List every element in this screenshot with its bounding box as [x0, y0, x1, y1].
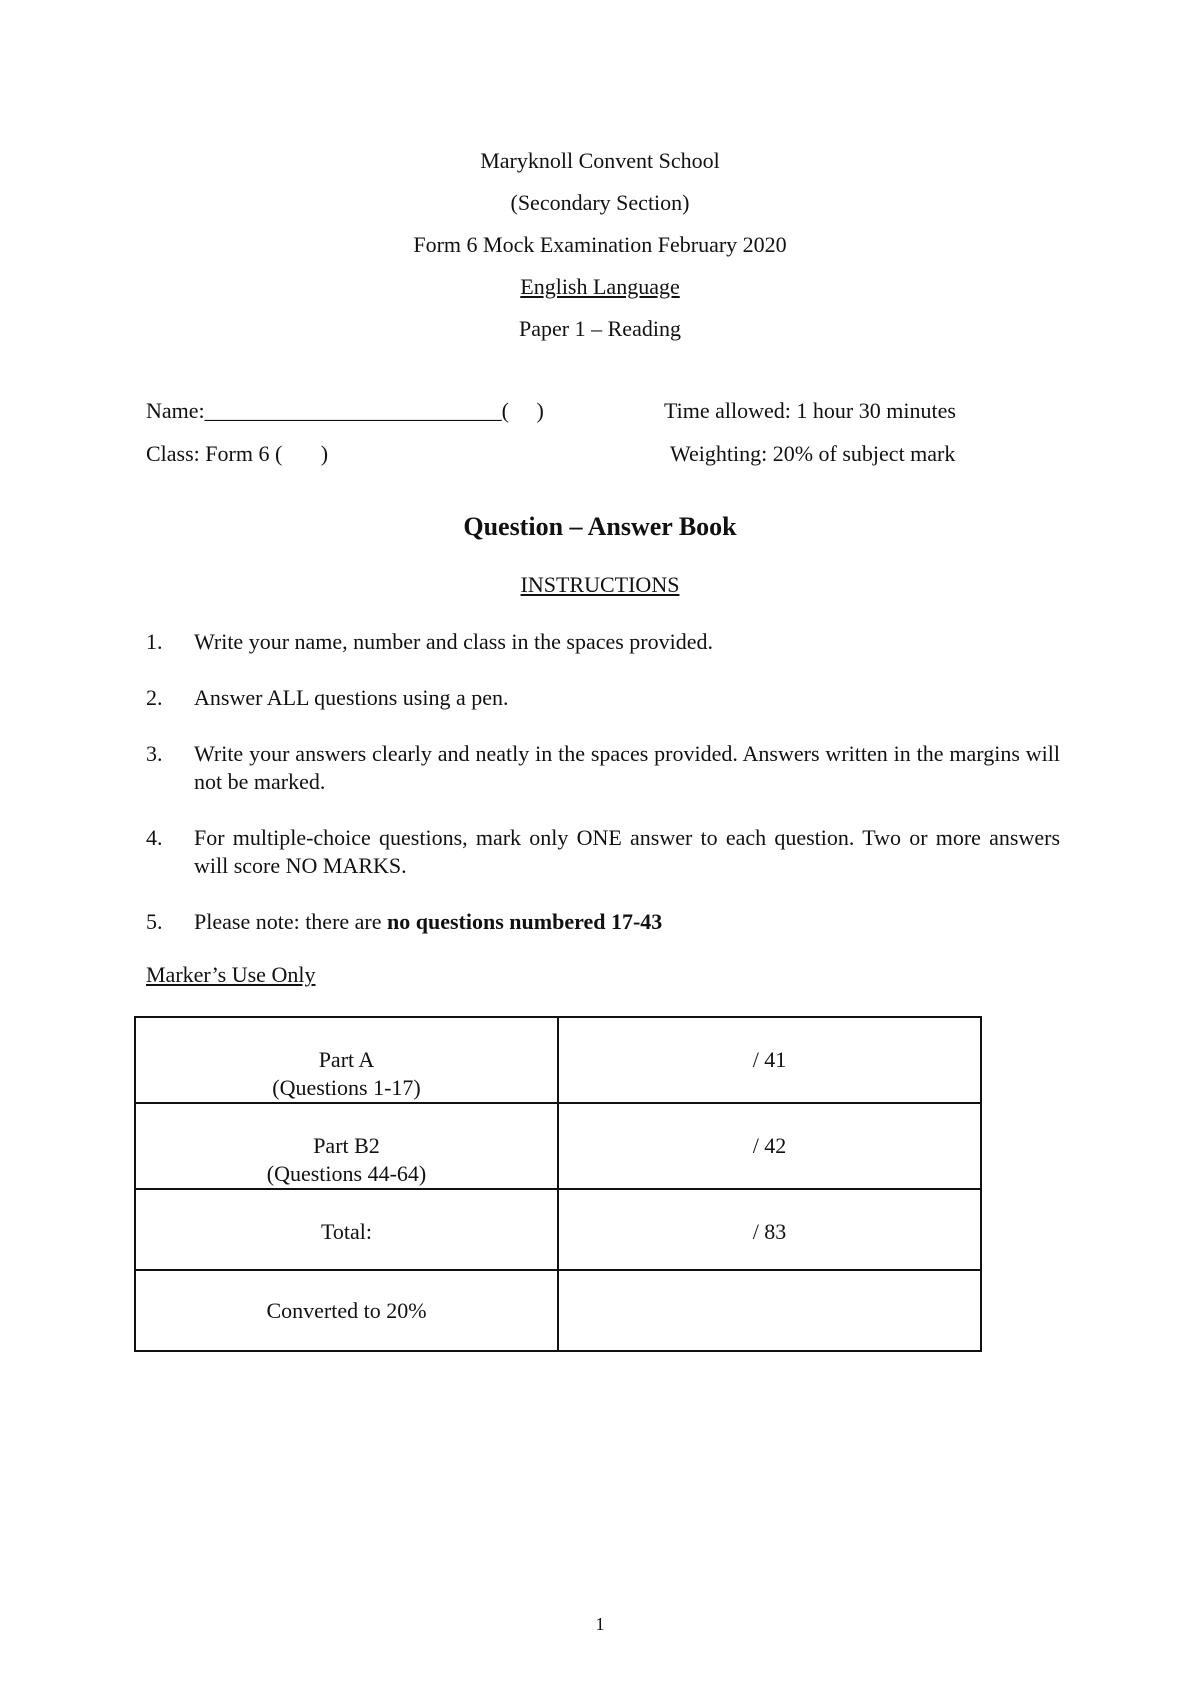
instruction-item: [146, 908, 1060, 936]
part-cell: [135, 1103, 558, 1189]
page-number: 1: [595, 1614, 605, 1634]
time-allowed: Time allowed: 1 hour 30 minutes: [664, 398, 956, 423]
marker-use-label: Marker’s Use Only: [146, 962, 316, 987]
instruction-item: [146, 628, 1060, 656]
exam-title: Form 6 Mock Examination February 2020: [413, 232, 787, 257]
instruction-text: Write your name, number and class in the spaces provided.: [194, 629, 714, 654]
part-cell: [135, 1017, 558, 1103]
instruction-number: 5.: [146, 909, 163, 934]
table-row: [135, 1103, 981, 1189]
instruction-number: 1.: [146, 629, 163, 654]
score-cell[interactable]: [558, 1270, 981, 1351]
score-cell[interactable]: [558, 1189, 981, 1270]
score-cell[interactable]: [558, 1017, 981, 1103]
part-cell: [135, 1270, 558, 1351]
part-label: Part B2: [313, 1133, 380, 1158]
school-section: (Secondary Section): [510, 190, 690, 215]
part-label: Converted to 20%: [266, 1297, 427, 1323]
instruction-item: [146, 684, 1060, 712]
school-name: Maryknoll Convent School: [480, 148, 720, 173]
part-label: Total:: [320, 1219, 372, 1244]
instruction-number: 4.: [146, 825, 163, 850]
marker-score-table: [134, 1016, 982, 1352]
name-field-label: Name:___________________________( ): [146, 398, 544, 423]
class-field-label: Class: Form 6 ( ): [146, 441, 329, 466]
book-title: Question – Answer Book: [463, 512, 737, 541]
instruction-text: Write your answers clearly and neatly in the spaces provided. Answers written in the margins will not be marked.: [194, 741, 1060, 794]
instruction-number: 3.: [146, 741, 163, 766]
instruction-text-plain: Please note: there are: [194, 909, 388, 934]
instruction-text: For multiple-choice questions, mark only ONE answer to each question. Two or more answers will score NO MARKS.: [194, 825, 1060, 878]
instruction-text-bold: no questions numbered 17-43: [387, 909, 663, 934]
instructions-heading: INSTRUCTIONS: [520, 572, 680, 597]
max-score: / 41: [752, 1047, 787, 1072]
weighting: Weighting: 20% of subject mark: [670, 441, 956, 466]
score-cell[interactable]: [558, 1103, 981, 1189]
questions-range: (Questions 44-64): [266, 1161, 427, 1186]
part-label: Part A: [318, 1047, 375, 1072]
subject-title: English Language: [520, 274, 680, 299]
max-score: / 83: [752, 1219, 787, 1244]
instruction-item: [146, 824, 1060, 880]
questions-range: (Questions 1-17): [272, 1075, 421, 1100]
instruction-text: Answer ALL questions using a pen.: [194, 685, 509, 710]
part-cell: [135, 1189, 558, 1270]
instruction-item: [146, 740, 1060, 796]
instruction-number: 2.: [146, 685, 163, 710]
max-score: / 42: [752, 1133, 787, 1158]
table-row: [135, 1270, 981, 1351]
paper-title: Paper 1 – Reading: [519, 316, 681, 341]
instruction-text: [194, 908, 1060, 936]
table-row: [135, 1189, 981, 1270]
table-row: [135, 1017, 981, 1103]
